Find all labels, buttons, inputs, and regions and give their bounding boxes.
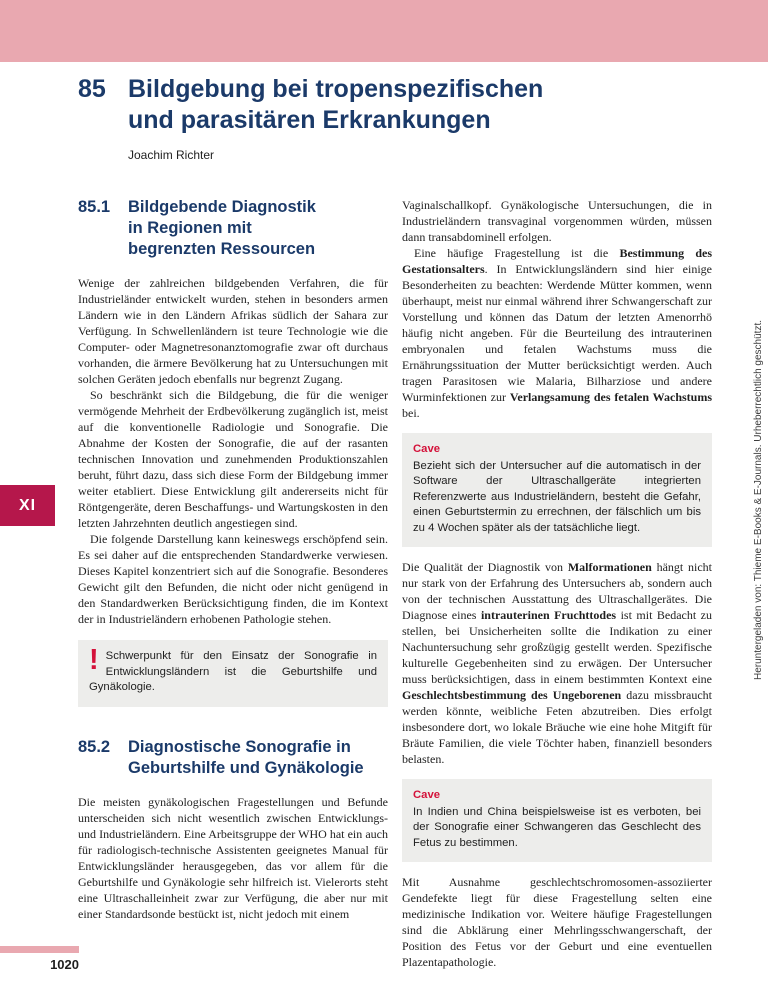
section-title-line: begrenzten Ressourcen bbox=[128, 240, 316, 258]
section-title-line: Geburtshilfe und Gynäkologie bbox=[128, 758, 364, 777]
section-title-line: Bildgebende Diagnostik bbox=[128, 198, 316, 216]
body-paragraph: So beschränkt sich die Bildgebung, die für die weniger vermögende Mehrheit der Erdbevölkerung zugänglich ist, meist auf die konventionelle Radiologie und Sonografie. Die Abnahme der Kosten der Sonografie, die auf der rasanten technischen Innovation und zunehmenden Produktionszahlen beruht, führt dazu, dass sich diese Form der Bildgebung immer weiter etabliert. Diese Entwicklung gilt andererseits nicht für Röntgengeräte, deren Beschaffungs- und Wartungskosten in den letzten Jahrzehnten deutlich angestiegen sind. bbox=[78, 388, 388, 530]
right-column bbox=[402, 197, 712, 970]
cave-label: Cave bbox=[413, 789, 441, 801]
section-title bbox=[128, 737, 364, 779]
chapter-number: 85 bbox=[78, 75, 106, 103]
body-paragraph: Die Qualität der Diagnostik von Malformationen hängt nicht nur stark von der Erfahrung des Untersuchers ab, sondern auch von der technischen Ausstattung des Ultraschallgerätes. Die Diagnose eines intrauterinen Fruchttodes ist mit Bedacht zu stellen, bei Unsicherheiten sollte die Indikation zu einer Nachuntersuchung sehr großzügig gestellt werden. Spezifische kulturelle Gegebenheiten sind zu erwägen. Der Untersucher muss berücksichtigen, dass in einem bestimmten Kontext eine Geschlechtsbestimmung des Ungeborenen dazu missbraucht werden könnte, weibliche Feten abzutreiben. Dies erfolgt insbesondere dort, wo lokale Bräuche wie eine hohe Mitgift für Bräute Familien, die viele Töchter haben, finanziell besonders belasten. bbox=[402, 560, 713, 766]
body-paragraph: Mit Ausnahme geschlechtschromosomen-assoziierter Gendefekte liegt für diese Fragestellung selten eine medizinische Indikation vor. Weitere häufige Fragestellungen sind die Abklärung einer Mehrlingsschwangerschaft, der Position des Fetus vor der Geburt und eine eventuellen Plazentapathologie. bbox=[402, 875, 712, 969]
key-note-box bbox=[78, 640, 388, 707]
copyright-watermark: Heruntergeladen von: Thieme E-Books & E-Journals. Urheberrechtlich geschützt. bbox=[753, 320, 764, 680]
cave-box bbox=[402, 779, 712, 862]
body-paragraph: Die meisten gynäkologischen Fragestellungen und Befunde unterscheiden sich nicht wesentlich zwischen Entwicklungs- und Industrieländern. Eine Arbeitsgruppe der WHO hat ein auch für radiologisch-technische Assistenten geeignetes Manual für Entwicklungsländer herausgegeben, das vor allem für die Geburtshilfe und Gynäkologie sehr hilfreich ist. Vielerorts steht eine Ultraschalleinheit zwar zur Verfügung, die aber nur mit einer Standardsonde bestückt ist, nicht jedoch mit einem bbox=[78, 794, 388, 921]
part-tab-xi: XI bbox=[0, 485, 55, 526]
author-name: Joachim Richter bbox=[128, 148, 215, 162]
section-number: 85.2 bbox=[78, 737, 111, 756]
page-number: 1020 bbox=[50, 957, 79, 972]
section-heading-85-1 bbox=[78, 197, 388, 260]
body-paragraph: Vaginalschallkopf. Gynäkologische Untersuchungen, die in Industrieländern transvaginal vorgenommen würden, müssen dann transabdominell erfolgen. bbox=[402, 198, 712, 244]
header-accent-bar bbox=[0, 0, 768, 62]
cave-label: Cave bbox=[413, 443, 441, 455]
chapter-title-line: Bildgebung bei tropenspezifischen bbox=[128, 75, 544, 103]
body-paragraph: Die folgende Darstellung kann keineswegs erschöpfend sein. Es sei daher auf die entsprechenden Standardwerke verwiesen. Dieses Kapitel konzentriert sich auf die Sonografie. Besonderes Gewicht gilt den Befunden, die nicht oder nicht genügend in den Standardwerken Berücksichtigung finden, die im Kontext der in Industrieländern erhobenen Pathologie stehen. bbox=[78, 532, 388, 626]
section-title-line: Diagnostische Sonografie in bbox=[128, 737, 351, 756]
cave-text: Bezieht sich der Untersucher auf die automatisch in der Software der Ultraschallgeräte integrierten Referenzwerte aus Industrieländern, besteht die Gefahr, einen Geburtstermin zu errechnen, der fälschlich um bis zu 4 Wochen später als der tatsächliche liegt. bbox=[413, 459, 701, 534]
section-heading-85-2 bbox=[78, 737, 388, 779]
chapter-heading bbox=[78, 74, 718, 136]
cave-text: In Indien und China beispielsweise ist es verboten, bei der Sonografie einer Schwangeren das Geschlecht des Fetus zu bestimmen. bbox=[413, 805, 701, 849]
exclamation-icon: ! bbox=[89, 644, 99, 676]
section-title bbox=[128, 197, 316, 260]
section-number: 85.1 bbox=[78, 198, 111, 216]
chapter-title bbox=[128, 74, 543, 136]
two-column-body bbox=[78, 197, 712, 970]
chapter-title-line: und parasitären Erkrankungen bbox=[128, 106, 491, 134]
body-paragraph: Eine häufige Fragestellung ist die Bestimmung des Gestationsalters. In Entwicklungsländern sind hier einige Besonderheiten zu beachten: Werdende Mütter kommen, wenn überhaupt, meist nur einmal während ihrer Schwangerschaft zur Vorstellung und können das Datum der letzten Amenorrhö häufig nicht angeben. Für die Beurteilung des intrauterinen embryonalen und fetalen Wachstums muss die Ernährungssituation der Mutter berücksichtigt werden. Auch tragen Parasitosen wie Malaria, Bilharziose und andere Wurminfektionen zur Verlangsamung des fetalen Wachstums bei. bbox=[402, 246, 713, 420]
footer-accent-bar bbox=[0, 946, 79, 953]
cave-box bbox=[402, 433, 712, 547]
left-column bbox=[78, 197, 388, 970]
section-title-line: in Regionen mit bbox=[128, 219, 252, 237]
note-text: Schwerpunkt für den Einsatz der Sonografie in Entwicklungsländern ist die Geburtshilfe und Gynäkologie. bbox=[89, 650, 377, 693]
body-paragraph: Wenige der zahlreichen bildgebenden Verfahren, die für Industrieländer entwickelt wurden, stehen in besonders armen Ländern wie in den Ländern Afrikas südlich der Sahara zur Verfügung. In Schwellenländern ist teure Technologie wie die Computer- oder Magnetresonanztomografie zwar oft durchaus vorhanden, die ärmere Bevölkerung hat zu Untersuchungen mit solchen Geräten jedoch ebenfalls nur begrenzt Zugang. bbox=[78, 276, 388, 386]
